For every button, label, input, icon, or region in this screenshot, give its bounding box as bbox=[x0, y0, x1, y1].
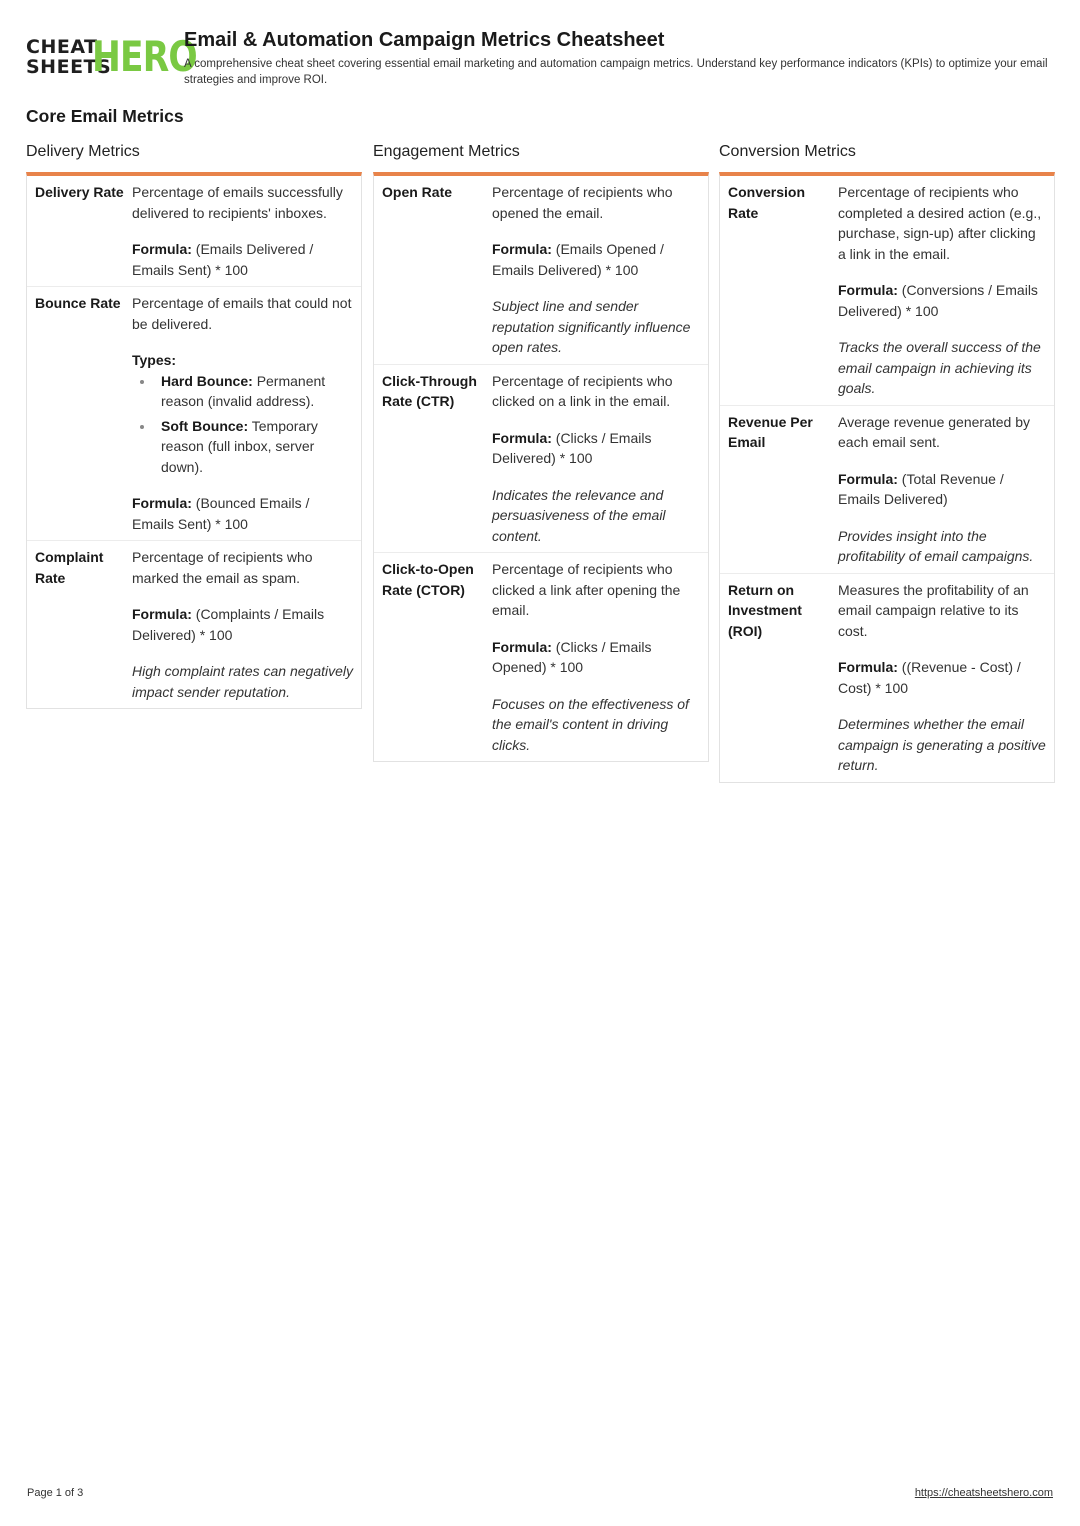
bounce-types-list bbox=[132, 371, 353, 478]
formula-text: (Conversions / Emails Delivered) * 100 bbox=[838, 282, 1038, 319]
metric-term: Complaint Rate bbox=[35, 549, 104, 586]
type-name: Hard Bounce: bbox=[161, 372, 253, 389]
title-block bbox=[184, 28, 1056, 88]
delivery-metrics-table bbox=[26, 172, 362, 709]
metric-formula bbox=[492, 428, 700, 469]
metric-formula bbox=[838, 280, 1046, 321]
table-row bbox=[374, 553, 708, 761]
metric-term: Bounce Rate bbox=[35, 295, 121, 311]
conversion-metrics-column bbox=[719, 142, 1055, 783]
metric-note: Focuses on the effectiveness of the email's content in driving clicks. bbox=[492, 695, 689, 753]
cheatsheetshero-logo[interactable] bbox=[26, 32, 197, 81]
metric-definition: Percentage of recipients who clicked a link after opening the email. bbox=[492, 561, 681, 618]
metric-note: Determines whether the email campaign is generating a positive return. bbox=[838, 716, 1046, 773]
formula-text: (Total Revenue / Emails Delivered) bbox=[838, 470, 1004, 507]
metric-description bbox=[492, 182, 700, 358]
table-row bbox=[720, 574, 1054, 782]
metric-formula bbox=[492, 637, 700, 678]
metric-description bbox=[838, 412, 1046, 567]
formula-text: (Clicks / Emails Opened) * 100 bbox=[492, 638, 652, 675]
metric-formula bbox=[838, 469, 1046, 510]
metric-definition: Average revenue generated by each email sent. bbox=[838, 413, 1030, 450]
metric-formula bbox=[132, 493, 353, 534]
formula-text: (Emails Opened / Emails Delivered) * 100 bbox=[492, 241, 664, 278]
conversion-metrics-title: Conversion Metrics bbox=[719, 143, 856, 160]
formula-label: Formula: bbox=[492, 638, 552, 655]
footer-link[interactable]: https://cheatsheetshero.com bbox=[914, 1487, 1053, 1499]
metric-note: Provides insight into the profitability of email campaigns. bbox=[838, 527, 1034, 564]
formula-label: Formula: bbox=[492, 429, 552, 446]
table-row bbox=[27, 287, 361, 541]
metric-note: Indicates the relevance and persuasiveness of the email content. bbox=[492, 486, 666, 544]
formula-text: (Bounced Emails / Emails Sent) * 100 bbox=[132, 495, 310, 532]
metric-description bbox=[132, 182, 353, 280]
logo-text-sheets: SHEETS bbox=[26, 56, 112, 78]
delivery-metrics-column bbox=[26, 142, 362, 709]
formula-label: Formula: bbox=[838, 659, 898, 675]
metric-term: Revenue Per Email bbox=[728, 413, 813, 450]
engagement-metrics-title: Engagement Metrics bbox=[373, 143, 520, 160]
table-row bbox=[27, 176, 361, 287]
metric-formula bbox=[492, 239, 700, 280]
formula-text: ((Revenue - Cost) / Cost) * 100 bbox=[838, 659, 1021, 696]
metric-note: Tracks the overall success of the email campaign in achieving its goals. bbox=[838, 339, 1041, 396]
table-row bbox=[720, 406, 1054, 574]
metric-description bbox=[838, 580, 1046, 776]
logo-text-hero: HERO bbox=[92, 32, 197, 81]
metric-description bbox=[492, 371, 700, 547]
metric-description bbox=[132, 293, 353, 534]
types-label: Types: bbox=[132, 352, 177, 368]
engagement-metrics-column bbox=[373, 142, 709, 762]
formula-label: Formula: bbox=[492, 241, 552, 257]
metric-term: Click-to-Open Rate (CTOR) bbox=[382, 561, 474, 598]
metric-term: Click-Through Rate (CTR) bbox=[382, 372, 477, 409]
metric-term: Open Rate bbox=[382, 184, 453, 200]
metric-definition: Percentage of recipients who clicked on a link in the email. bbox=[492, 372, 673, 409]
metric-note: Subject line and sender reputation significantly influence open rates. bbox=[492, 298, 691, 355]
metric-definition: Percentage of recipients who marked the email as spam. bbox=[132, 549, 313, 586]
metric-definition: Percentage of recipients who opened the email. bbox=[492, 184, 673, 221]
conversion-metrics-table bbox=[719, 172, 1055, 783]
page-number: Page 1 of 3 bbox=[27, 1487, 84, 1499]
table-row bbox=[720, 176, 1054, 406]
type-text: Temporary reason (full inbox, server down). bbox=[161, 417, 318, 475]
formula-label: Formula: bbox=[132, 606, 192, 622]
formula-text: (Complaints / Emails Delivered) * 100 bbox=[132, 606, 325, 643]
metric-formula bbox=[838, 657, 1046, 698]
engagement-metrics-table bbox=[373, 172, 709, 762]
metric-formula bbox=[132, 239, 353, 280]
formula-label: Formula: bbox=[132, 241, 192, 257]
metric-term: Delivery Rate bbox=[35, 184, 124, 200]
table-row bbox=[27, 541, 361, 708]
metric-description bbox=[132, 547, 353, 702]
formula-label: Formula: bbox=[838, 470, 898, 487]
metric-description bbox=[492, 559, 700, 755]
metric-definition: Percentage of recipients who completed a desired action (e.g., purchase, sign-up) after clicking a link in the email. bbox=[838, 184, 1042, 262]
page-title: Email & Automation Campaign Metrics Cheatsheet bbox=[184, 29, 665, 51]
delivery-metrics-title: Delivery Metrics bbox=[26, 143, 140, 160]
page-header bbox=[26, 28, 1056, 90]
logo-text-cheat: CHEAT bbox=[26, 36, 98, 58]
formula-text: (Clicks / Emails Delivered) * 100 bbox=[492, 429, 652, 466]
metric-formula bbox=[132, 604, 353, 645]
page-description: A comprehensive cheat sheet covering essential email marketing and automation campaign metrics. Understand key performance indicators (KPIs) to optimize your email strategies and improve ROI. bbox=[184, 58, 1048, 86]
metric-term: Return on Investment (ROI) bbox=[728, 581, 802, 639]
type-name: Soft Bounce: bbox=[161, 417, 249, 434]
list-item bbox=[132, 371, 353, 412]
formula-label: Formula: bbox=[838, 282, 898, 298]
list-item bbox=[132, 416, 353, 478]
metric-definition: Percentage of emails that could not be delivered. bbox=[132, 295, 352, 332]
metric-definition: Percentage of emails successfully delivered to recipients' inboxes. bbox=[132, 184, 343, 221]
metric-definition: Measures the profitability of an email campaign relative to its cost. bbox=[838, 581, 1029, 639]
formula-text: (Emails Delivered / Emails Sent) * 100 bbox=[132, 241, 314, 278]
formula-label: Formula: bbox=[132, 495, 192, 511]
metric-description bbox=[838, 182, 1046, 399]
table-row bbox=[374, 176, 708, 365]
section-title: Core Email Metrics bbox=[26, 106, 184, 126]
metric-note: High complaint rates can negatively impact sender reputation. bbox=[132, 663, 354, 700]
table-row bbox=[374, 365, 708, 554]
metric-term: Conversion Rate bbox=[728, 184, 806, 221]
type-text: Permanent reason (invalid address). bbox=[161, 372, 326, 409]
